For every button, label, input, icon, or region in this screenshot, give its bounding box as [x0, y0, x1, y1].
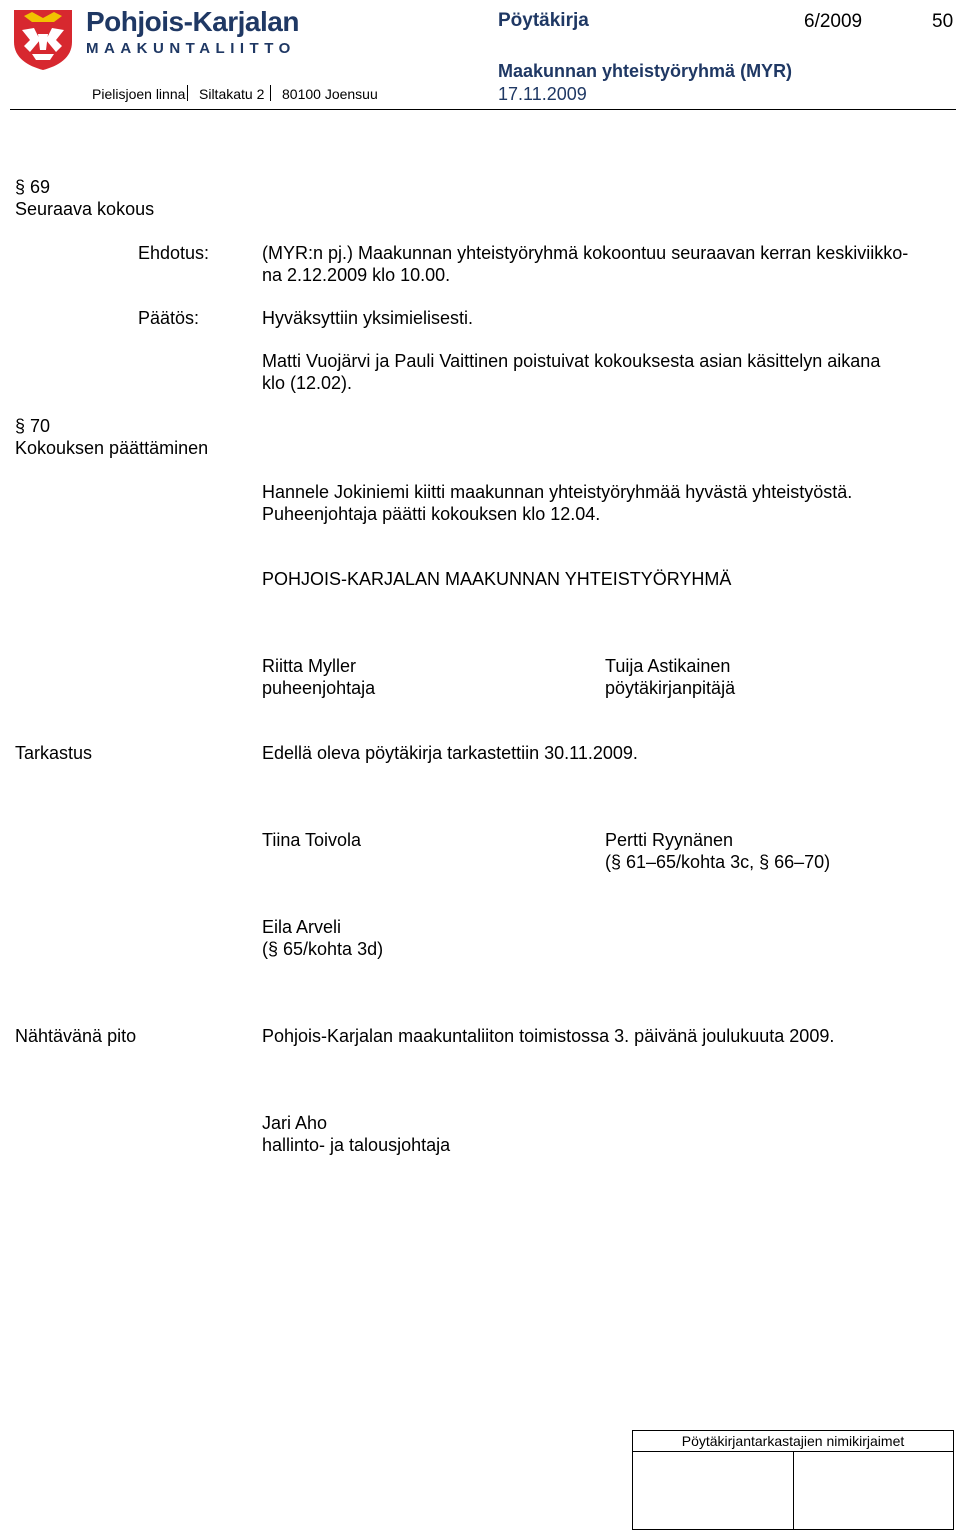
- signer-name: Jari Aho: [262, 1113, 328, 1133]
- note-line: klo (12.02).: [262, 373, 353, 393]
- nahtavana-text: Pohjois-Karjalan maakuntaliiton toimistossa 3. päivänä joulukuuta 2009.: [262, 1026, 835, 1046]
- ehdotus-text-line: (MYR:n pj.) Maakunnan yhteistyöryhmä kokoontuu seuraavan kerran keskiviikko-: [262, 243, 909, 263]
- coat-of-arms-icon: [10, 6, 76, 72]
- checker-name: Pertti Ryynänen: [605, 830, 734, 850]
- tarkastus-label: Tarkastus: [15, 743, 93, 763]
- logo-name: Pohjois-Karjalan: [86, 6, 299, 37]
- signatory-role: puheenjohtaja: [262, 678, 376, 698]
- meeting-date: 17.11.2009: [498, 84, 587, 104]
- page-number: 50: [932, 11, 954, 32]
- signatory-role: pöytäkirjanpitäjä: [605, 678, 736, 698]
- checker-name: Eila Arveli: [262, 917, 342, 937]
- ehdotus-label: Ehdotus:: [138, 243, 210, 263]
- header-rule: [10, 109, 956, 110]
- signer-role: hallinto- ja talousjohtaja: [262, 1135, 451, 1155]
- document-type: Pöytäkirja: [498, 10, 589, 31]
- address-divider: [187, 85, 188, 101]
- organization-name: POHJOIS-KARJALAN MAAKUNNAN YHTEISTYÖRYHMÄ: [262, 569, 732, 589]
- checker-note: (§ 61–65/kohta 3c, § 66–70): [605, 852, 831, 872]
- address-locality: Siltakatu 2: [199, 86, 265, 102]
- section-title: Seuraava kokous: [15, 199, 155, 219]
- checker-name: Tiina Toivola: [262, 830, 362, 850]
- checker-note: (§ 65/kohta 3d): [262, 939, 384, 959]
- section-number: § 70: [15, 416, 51, 436]
- tarkastus-text: Edellä oleva pöytäkirja tarkastettiin 30.11.2009.: [262, 743, 638, 763]
- initials-cell: [794, 1452, 954, 1530]
- paatos-label: Päätös:: [138, 308, 200, 328]
- section-body-line: Hannele Jokiniemi kiitti maakunnan yhteistyöryhmää hyvästä yhteistyöstä.: [262, 482, 853, 502]
- logo: [10, 6, 76, 72]
- note-line: Matti Vuojärvi ja Pauli Vaittinen poistuivat kokouksesta asian käsittelyn aikana: [262, 351, 881, 371]
- nahtavana-label: Nähtävänä pito: [15, 1026, 137, 1046]
- logo-subtitle: MAAKUNTALIITTO: [86, 40, 296, 57]
- initials-cell: [633, 1452, 794, 1530]
- initials-box-label: Pöytäkirjantarkastajien nimikirjaimet: [633, 1431, 954, 1452]
- address-divider: [270, 85, 271, 101]
- section-title: Kokouksen päättäminen: [15, 438, 209, 458]
- address-postcode: 80100 Joensuu: [282, 86, 378, 102]
- section-body-line: Puheenjohtaja päätti kokouksen klo 12.04.: [262, 504, 601, 524]
- signatory-name: Tuija Astikainen: [605, 656, 731, 676]
- address-street: Pielisjoen linna: [92, 86, 186, 102]
- initials-box: [632, 1430, 954, 1530]
- paatos-text: Hyväksyttiin yksimielisesti.: [262, 308, 474, 328]
- ehdotus-text-line: na 2.12.2009 klo 10.00.: [262, 265, 451, 285]
- section-number: § 69: [15, 177, 51, 197]
- document-number: 6/2009: [804, 11, 863, 32]
- committee-name: Maakunnan yhteistyöryhmä (MYR): [498, 61, 793, 81]
- signatory-name: Riitta Myller: [262, 656, 357, 676]
- logo-text: [86, 6, 299, 58]
